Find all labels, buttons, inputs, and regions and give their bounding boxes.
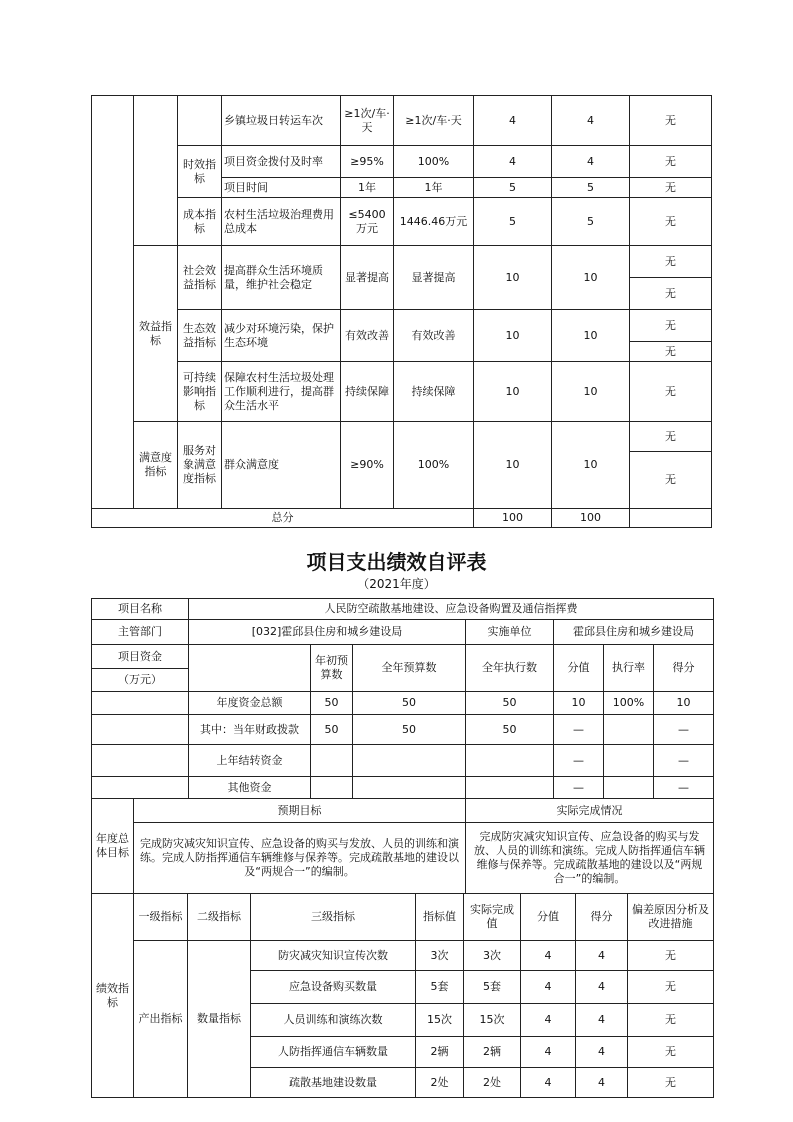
table-cell: 5套 [416, 971, 464, 1004]
table-cell: 10 [654, 692, 714, 715]
fund-row [92, 692, 714, 715]
table-cell: 提高群众生活环境质量，维护社会稳定 [222, 246, 341, 310]
table-cell: 成本指标 [178, 198, 222, 246]
table-cell: 4 [521, 1037, 576, 1068]
table-cell: 得分 [654, 645, 714, 692]
top-indicator-table [91, 95, 712, 528]
table-cell: 4 [552, 146, 630, 178]
table-cell [311, 777, 353, 799]
table-cell: — [554, 715, 604, 745]
fund-row [92, 777, 714, 799]
table-cell: 项目资金拨付及时率 [222, 146, 341, 178]
table-cell: 50 [466, 692, 554, 715]
table-cell: 100% [394, 422, 474, 509]
table-cell: 4 [521, 971, 576, 1004]
table-cell [353, 777, 466, 799]
table-cell: 1年 [394, 178, 474, 198]
table-cell [604, 745, 654, 777]
table-cell: 无 [630, 422, 712, 452]
table-cell: 100 [552, 509, 630, 528]
table-cell: 4 [521, 941, 576, 971]
table-cell: 全年预算数 [353, 645, 466, 692]
table-cell [178, 96, 222, 146]
actual-goal-text: 完成防灾减灾知识宣传、应急设备的购买与发放、人员的训练和演练。完成人防指挥通信车辆维修与保养等。完成疏散基地的建设以及“两规合一”的编制。 [466, 823, 714, 894]
table-row [92, 799, 714, 823]
table-cell: [032]霍邱县住房和城乡建设局 [189, 620, 466, 645]
table-cell: 产出指标 [134, 941, 188, 1098]
table-row [92, 422, 712, 452]
table-cell: 4 [474, 146, 552, 178]
table-cell: 总分 [92, 509, 474, 528]
table-cell: 2处 [464, 1068, 521, 1098]
table-cell: 10 [554, 692, 604, 715]
table-cell: ≥1次/车·天 [394, 96, 474, 146]
table-cell: 5 [474, 178, 552, 198]
table-cell [92, 692, 189, 715]
table-cell: 人员训练和演练次数 [251, 1004, 416, 1037]
table-cell: 4 [576, 941, 628, 971]
table-row [92, 894, 714, 941]
table-cell: 绩效指标 [92, 894, 134, 1098]
table-cell: 无 [630, 278, 712, 310]
project-info-table [91, 598, 714, 799]
table-row [92, 645, 714, 669]
table-cell: 50 [353, 715, 466, 745]
table-cell: 项目名称 [92, 599, 189, 620]
table-cell: 项目时间 [222, 178, 341, 198]
table-cell: 实际完成情况 [466, 799, 714, 823]
table-row [92, 599, 714, 620]
table-cell: 4 [576, 1068, 628, 1098]
table-cell: 无 [630, 310, 712, 342]
table-cell: 服务对象满意度指标 [178, 422, 222, 509]
table-cell: 可持续影响指标 [178, 362, 222, 422]
table-cell: 效益指标 [134, 246, 178, 422]
table-cell: 100% [394, 146, 474, 178]
table-cell: 疏散基地建设数量 [251, 1068, 416, 1098]
table-cell: 社会效益指标 [178, 246, 222, 310]
table-cell: 2处 [416, 1068, 464, 1098]
table-cell: 4 [521, 1004, 576, 1037]
table-cell: 50 [353, 692, 466, 715]
table-cell: 4 [474, 96, 552, 146]
table-row [92, 246, 712, 278]
table-cell: 1年 [341, 178, 394, 198]
table-cell: 无 [630, 246, 712, 278]
table-cell: 保障农村生活垃圾处理工作顺利进行，提高群众生活水平 [222, 362, 341, 422]
table-cell: 霍邱县住房和城乡建设局 [554, 620, 714, 645]
table-cell: 其他资金 [189, 777, 311, 799]
table-cell: 减少对环境污染，保护生态环境 [222, 310, 341, 362]
table-cell: 人民防空疏散基地建设、应急设备购置及通信指挥费 [189, 599, 714, 620]
table-cell: 4 [521, 1068, 576, 1098]
table-cell: 应急设备购买数量 [251, 971, 416, 1004]
fund-row [92, 715, 714, 745]
table-cell: 三级指标 [251, 894, 416, 941]
table-cell: — [554, 745, 604, 777]
table-cell [604, 777, 654, 799]
table-cell: 50 [311, 715, 353, 745]
table-cell: ≤5400万元 [341, 198, 394, 246]
table-cell: 有效改善 [394, 310, 474, 362]
fund-row [92, 745, 714, 777]
table-cell [311, 745, 353, 777]
table-cell: 无 [628, 1037, 714, 1068]
annual-goals-table [91, 798, 714, 894]
table-cell: 人防指挥通信车辆数量 [251, 1037, 416, 1068]
table-cell: 执行率 [604, 645, 654, 692]
table-cell: 4 [576, 1037, 628, 1068]
table-row [92, 620, 714, 645]
table-cell: 年度资金总额 [189, 692, 311, 715]
table-cell: 有效改善 [341, 310, 394, 362]
table-cell: 100 [474, 509, 552, 528]
table-cell [92, 745, 189, 777]
table-cell: 10 [552, 362, 630, 422]
table-cell [466, 745, 554, 777]
table-cell [353, 745, 466, 777]
table-cell: 无 [630, 452, 712, 509]
table-cell: 4 [552, 96, 630, 146]
table-cell: 预期目标 [134, 799, 466, 823]
table-cell: 全年执行数 [466, 645, 554, 692]
year-subtitle: （2021年度） [357, 577, 436, 591]
table-cell: 无 [630, 342, 712, 362]
expected-goal-text: 完成防灾减灾知识宣传、应急设备的购买与发放、人员的训练和演练。完成人防指挥通信车辆维修与保养等。完成疏散基地的建设以及“两规合一”的编制。 [134, 823, 466, 894]
table-cell: 乡镇垃圾日转运车次 [222, 96, 341, 146]
table-cell: 满意度指标 [134, 422, 178, 509]
table-cell: 项目资金 [92, 645, 189, 669]
table-cell: 5 [474, 198, 552, 246]
table-cell: 群众满意度 [222, 422, 341, 509]
table-row [92, 198, 712, 246]
table-cell: （万元） [92, 669, 189, 692]
table-cell: 10 [552, 422, 630, 509]
performance-indicator-table [91, 893, 714, 1098]
table-cell: 15次 [464, 1004, 521, 1037]
table-cell [134, 96, 178, 246]
table-cell: 50 [466, 715, 554, 745]
table-cell: ≥95% [341, 146, 394, 178]
table-cell: 一级指标 [134, 894, 188, 941]
table-row [92, 310, 712, 342]
table-cell: 无 [628, 941, 714, 971]
table-cell [92, 715, 189, 745]
table-cell: 实际完成值 [464, 894, 521, 941]
table-cell [604, 715, 654, 745]
table-cell: 偏差原因分析及改进措施 [628, 894, 714, 941]
table-cell: 3次 [464, 941, 521, 971]
table-cell: 5 [552, 178, 630, 198]
table-cell: 无 [630, 96, 712, 146]
table-row [92, 941, 714, 971]
table-cell: 生态效益指标 [178, 310, 222, 362]
table-row [92, 96, 712, 146]
table-cell: 其中：当年财政拨款 [189, 715, 311, 745]
table-cell [92, 96, 134, 509]
table-cell: 持续保障 [341, 362, 394, 422]
table-cell [630, 509, 712, 528]
table-cell: 100% [604, 692, 654, 715]
table-cell [92, 777, 189, 799]
table-cell: 50 [311, 692, 353, 715]
table-cell: 得分 [576, 894, 628, 941]
table-cell: 5 [552, 198, 630, 246]
table-cell: 10 [474, 246, 552, 310]
table-cell: 2辆 [464, 1037, 521, 1068]
table-cell: 10 [552, 310, 630, 362]
page-title: 项目支出绩效自评表 [306, 550, 487, 574]
table-cell: 10 [474, 310, 552, 362]
table-cell: ≥1次/车·天 [341, 96, 394, 146]
table-row [92, 362, 712, 422]
table-cell: 实施单位 [466, 620, 554, 645]
table-cell: 指标值 [416, 894, 464, 941]
table-cell: 2辆 [416, 1037, 464, 1068]
table-cell: 10 [474, 362, 552, 422]
table-cell: 4 [576, 1004, 628, 1037]
table-cell: — [654, 715, 714, 745]
table-cell: 无 [630, 146, 712, 178]
table-cell: 1446.46万元 [394, 198, 474, 246]
table-cell: 5套 [464, 971, 521, 1004]
table-cell: — [654, 745, 714, 777]
table-cell: 无 [628, 971, 714, 1004]
table-cell: ≥90% [341, 422, 394, 509]
table-cell: — [554, 777, 604, 799]
table-cell: 主管部门 [92, 620, 189, 645]
table-cell: 年度总体目标 [92, 799, 134, 894]
table-cell: 农村生活垃圾治理费用总成本 [222, 198, 341, 246]
table-cell: 4 [576, 971, 628, 1004]
table-cell: 上年结转资金 [189, 745, 311, 777]
total-row [92, 509, 712, 528]
table-cell: 时效指标 [178, 146, 222, 198]
table-cell: 分值 [521, 894, 576, 941]
table-cell: 显著提高 [341, 246, 394, 310]
table-cell: 持续保障 [394, 362, 474, 422]
table-cell: 无 [630, 178, 712, 198]
table-cell: 分值 [554, 645, 604, 692]
table-cell: 无 [628, 1068, 714, 1098]
table-cell: 3次 [416, 941, 464, 971]
table-cell: 无 [630, 362, 712, 422]
table-row [92, 146, 712, 178]
table-cell: 15次 [416, 1004, 464, 1037]
table-cell: 二级指标 [188, 894, 251, 941]
table-cell: 无 [628, 1004, 714, 1037]
table-row [92, 823, 714, 894]
table-cell: — [654, 777, 714, 799]
table-cell: 显著提高 [394, 246, 474, 310]
table-cell [466, 777, 554, 799]
table-cell: 防灾减灾知识宣传次数 [251, 941, 416, 971]
table-cell: 无 [630, 198, 712, 246]
table-cell: 10 [552, 246, 630, 310]
table-cell: 10 [474, 422, 552, 509]
table-cell [189, 645, 311, 692]
table-cell: 数量指标 [188, 941, 251, 1098]
table-cell: 年初预算数 [311, 645, 353, 692]
